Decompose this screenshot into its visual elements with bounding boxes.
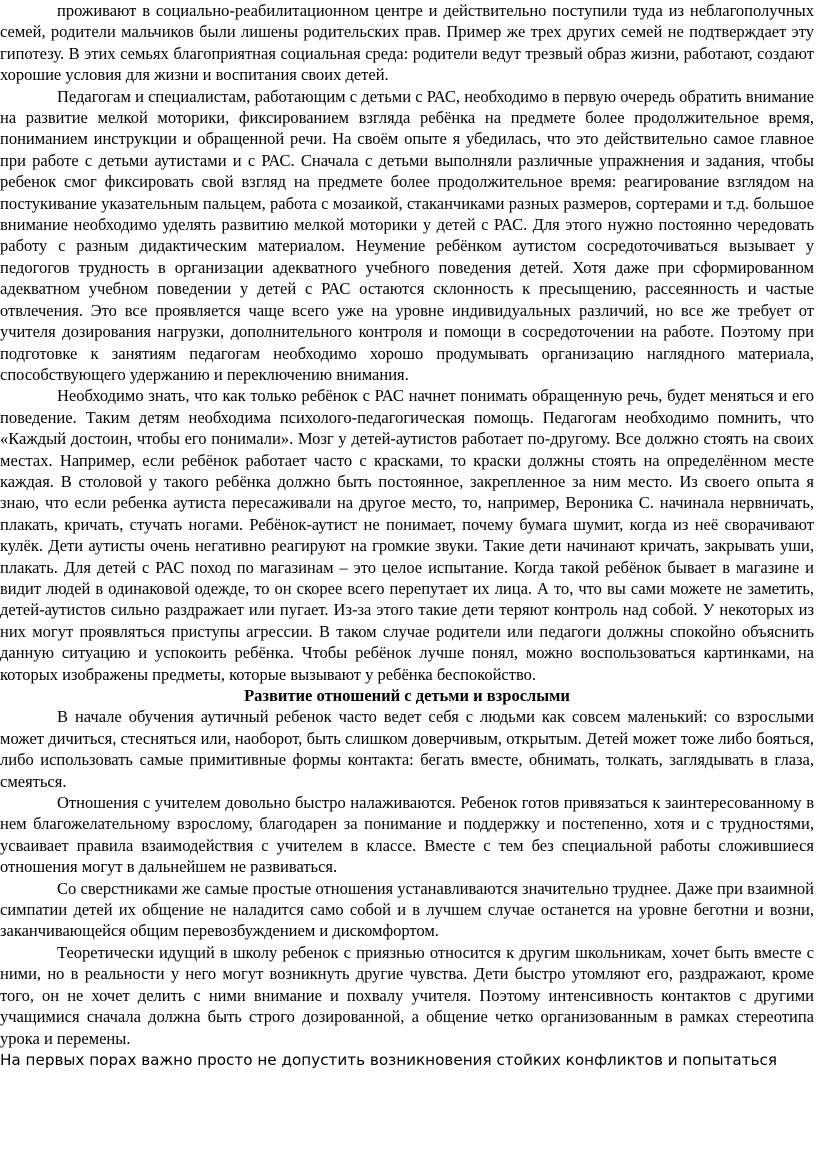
section-heading: Развитие отношений с детьми и взрослыми (244, 686, 570, 705)
paragraph-teachers-specialists: Педагогам и специалистам, работающим с детьми с РАС, необходимо в первую очередь обратить внимание на развитие мелкой моторики, фиксированием взгляда ребёнка на предмете более продолжительное время, пониманием инструкции и обращенной речи. На своём опыте я убедилась, что это действительно самое главное при работе с детьми аутистами и с РАС. Сначала с детьми выполняли различные упражнения и задания, чтобы ребенок смог фиксировать свой взгляд на предмете более продолжительное время: реагирование взглядом на постукивание указательным пальцем, работа с мозаикой, стаканчиками разных размеров, сортерами и т.д. большое внимание необходимо уделять развитию мелкой моторики у детей с РАС. Для этого нужно постоянно чередовать работу с разным дидактическим материалом. Неумение ребёнком аутистом сосредоточиваться вызывает у педогогов трудность в организации адекватного учебного поведения детей. Хотя даже при сформированном адекватном учебном поведении у детей с РАС остаются склонность к пресыщению, рассеянность и частые отвлечения. Это все проявляется чаще всего уже на уровне индивидуальных различий, но все же требует от учителя дозирования нагрузки, дополнительного контроля и помощи в сосредоточении на работе. Поэтому при подготовке к занятиям педагогам необходимо хорошо продумывать организацию наглядного материала, способствующего удержанию и переключению внимания. (0, 86, 814, 384)
paragraph-early-learning: В начале обучения аутичный ребенок часто ведет себя с людьми как совсем маленький: со взрослыми может дичиться, стесняться или, наоборот, быть слишком доверчивым, открытым. Детей может тоже либо бояться, либо использовать самые примитивные формы контакта: бегать вместе, обнимать, толкать, заглядывать в глаза, смеяться. (0, 707, 814, 791)
paragraph-intro-continuation: проживают в социально-реабилитационном центре и действительно поступили туда из неблагополучных семей, родители мальчиков были лишены родительских прав. Пример же трех других семей не подтверждает эту гипотезу. В этих семьях благоприятная социальная среда: родители ведут трезвый образ жизни, работают, создают хорошие условия для жизни и воспитания своих детей. (0, 1, 814, 85)
paragraph-teacher-relations: Отношения с учителем довольно быстро налаживаются. Ребенок готов привязаться к заинтересованному в нем благожелательному взрослому, благодарен за понимание и поддержку и постепенно, хотя и с трудностями, усваивает правила взаимодействия с учителем в классе. Вместе с тем без специальной работы сложившиеся отношения могут в дальнейшем не развиваться. (0, 793, 814, 877)
paragraph-peer-relations: Со сверстниками же самые простые отношения устанавливаются значительно труднее. Даже при взаимной симпатии детей их общение не наладится само собой и в лучшем случае останется на уровне беготни и возни, заканчивающейся общим перевозбуждением и дискомфортом. (0, 878, 814, 941)
paragraph-school-contacts: Теоретически идущий в школу ребенок с приязнью относится к другим школьникам, хочет быть вместе с ними, но в реальности у него могут возникнуть другие чувства. Дети быстро утомляют его, раздражают, кроме того, он не хочет делить с ними внимание и похвалу учителя. Поэтому интенсивность контактов с другими учащимися сначала должна быть строго дозированной, а общение четко организованным в рамках стереотипа урока и перемены. (0, 942, 814, 1048)
paragraph-tail-line: На первых порах важно просто не допустить возникновения стойких конфликтов и попытаться (0, 1050, 778, 1069)
paragraph-understanding-speech: Необходимо знать, что как только ребёнок с РАС начнет понимать обращенную речь, будет меняться и его поведение. Таким детям необходима психолого-педагогическая помощь. Педагогам необходимо помнить, что «Каждый достоин, чтобы его понимали». Мозг у детей-аутистов работает по-другому. Все должно стоять на своих местах. Например, если ребёнок работает часто с красками, то краски должны стоять на определённом месте каждая. В столовой у такого ребёнка должно быть постоянное, закрепленное за ним место. Из своего опыта я знаю, что если ребенка аутиста пересаживали на другое место, то, например, Вероника С. начинала нервничать, плакать, кричать, стучать ногами. Ребёнок-аутист не понимает, почему бумага шумит, когда из неё сворачивают кулёк. Дети аутисты очень негативно реагируют на громкие звуки. Такие дети начинают кричать, закрывать уши, плакать. Для детей с РАС поход по магазинам – это целое испытание. Когда такой ребёнок бывает в магазине и видит людей в одинаковой одежде, то он скорее всего перепутает их лица. А то, что вы сами можете не заметить, детей-аутистов сильно раздражает или пугает. Из-за этого такие дети теряют контроль над собой. У некоторых из них могут проявляться приступы агрессии. В таком случае родители или педагоги должны спокойно объяснить данную ситуацию и успокоить ребёнка. Чтобы ребёнок лучше понял, можно воспользоваться картинками, на которых изображены предметы, которые вызывают у ребёнка беспокойство. (0, 386, 814, 684)
